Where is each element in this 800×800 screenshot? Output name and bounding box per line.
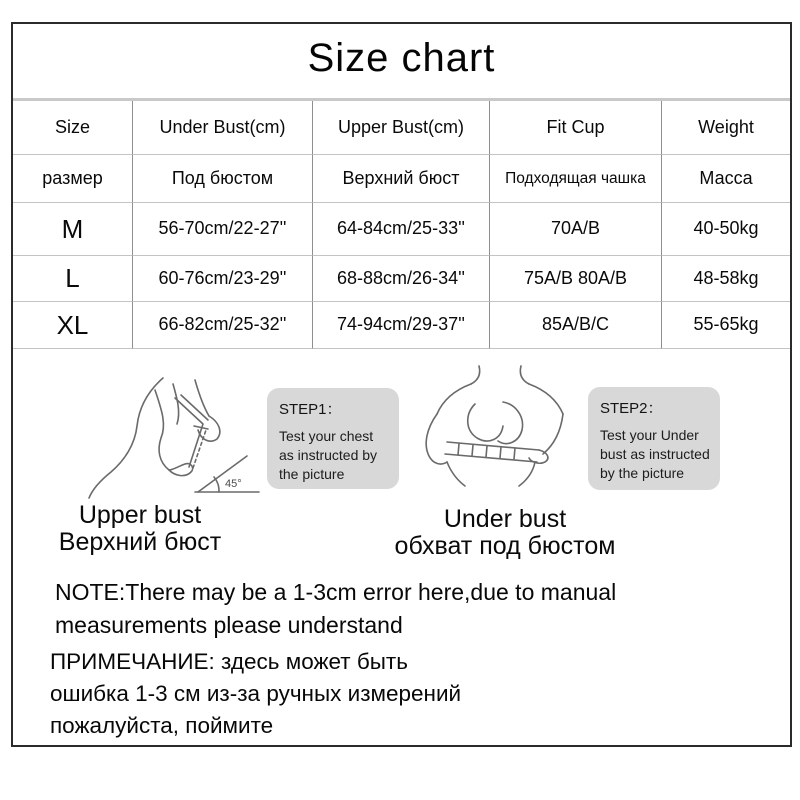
header-fit-cup: Fit Cup: [490, 101, 662, 155]
upper-bust-illustration: [75, 372, 265, 504]
table-cell-l-weight: 48-58kg: [662, 256, 790, 302]
table-cell-xl-fit-cup: 85A/B/C: [490, 302, 662, 349]
table-cell-l-fit-cup: 75A/B 80A/B: [490, 256, 662, 302]
note-russian-line3: пожалуйста, поймите: [50, 713, 274, 738]
step2-text: Test your Under bust as instructed by the picture: [600, 427, 710, 481]
table-cell-size-m: M: [13, 203, 133, 256]
table-cell-m-upper-bust: 64-84cm/25-33'': [313, 203, 490, 256]
header-fit-cup-ru: Подходящая чашка: [490, 155, 662, 203]
header-weight: Weight: [662, 101, 790, 155]
table-cell-size-xl: XL: [13, 302, 133, 349]
under-bust-caption-ru: обхват под бюстом: [394, 532, 616, 560]
upper-bust-caption: [40, 502, 240, 556]
note-russian-line2: ошибка 1-3 см из-за ручных измерений: [50, 681, 462, 706]
table-cell-m-fit-cup: 70A/B: [490, 203, 662, 256]
header-under-bust-ru: Под бюстом: [133, 155, 313, 203]
under-bust-caption: [365, 506, 645, 560]
step2-box: [588, 387, 720, 490]
under-bust-caption-en: Under bust: [443, 505, 567, 533]
step2-label: STEP2：: [600, 400, 663, 417]
header-size: Size: [13, 101, 133, 155]
table-cell-l-under-bust: 60-76cm/23-29'': [133, 256, 313, 302]
table-cell-m-weight: 40-50kg: [662, 203, 790, 256]
header-upper-bust-ru: Верхний бюст: [313, 155, 490, 203]
note-russian: [50, 646, 461, 742]
step1-box: [267, 388, 399, 489]
header-upper-bust: Upper Bust(cm): [313, 101, 490, 155]
page-title: Size chart: [307, 36, 496, 80]
upper-bust-caption-en: Upper bust: [78, 501, 202, 529]
step1-label: STEP1：: [279, 401, 342, 418]
size-chart-sheet: [11, 22, 792, 747]
header-size-ru: размер: [13, 155, 133, 203]
table-cell-l-upper-bust: 68-88cm/26-34'': [313, 256, 490, 302]
table-cell-size-l: L: [13, 256, 133, 302]
table-cell-m-under-bust: 56-70cm/22-27'': [133, 203, 313, 256]
note-english-line2: measurements please understand: [55, 612, 403, 638]
note-russian-line1: ПРИМЕЧАНИЕ: здесь может быть: [50, 649, 408, 674]
step1-text: Test your chest as instructed by the picture: [279, 428, 378, 482]
note-english-line1: NOTE:There may be a 1-3cm error here,due to manual: [55, 579, 617, 605]
under-bust-illustration: [413, 362, 591, 492]
note-english: [55, 576, 616, 642]
upper-bust-caption-ru: Верхний бюст: [58, 528, 222, 556]
header-under-bust: Under Bust(cm): [133, 101, 313, 155]
header-weight-ru: Масса: [662, 155, 790, 203]
table-cell-xl-upper-bust: 74-94cm/29-37'': [313, 302, 490, 349]
table-cell-xl-under-bust: 66-82cm/25-32'': [133, 302, 313, 349]
size-table: [13, 98, 790, 349]
table-cell-xl-weight: 55-65kg: [662, 302, 790, 349]
angle-45-label: 45°: [225, 478, 242, 490]
